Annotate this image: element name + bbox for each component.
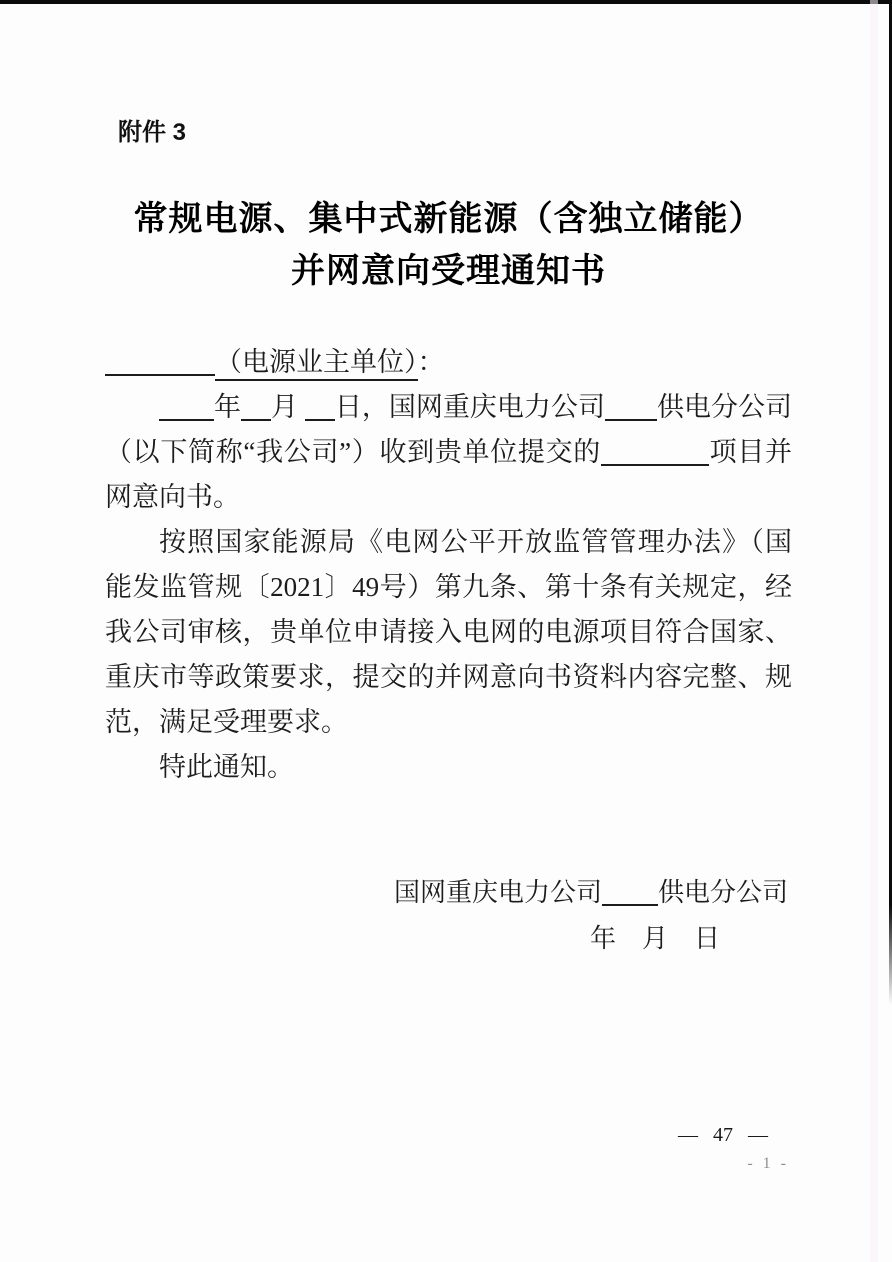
- text-run: 供电分公司（以下简称“我公司”）收到贵单位提交的: [105, 392, 793, 467]
- text-run: 国网重庆电力公司: [393, 878, 602, 907]
- closing-line: [105, 745, 792, 790]
- text-run: （电源业主单位）: [215, 347, 418, 381]
- text-run: 月: [271, 392, 305, 422]
- attachment-label: 附件 3: [118, 119, 187, 146]
- page-number-outer: — 47 —: [678, 1124, 768, 1146]
- fill-in-blank: [305, 392, 335, 421]
- text-run: 年: [214, 392, 242, 422]
- text-run: 按照国家能源局《电网公平开放监管管理办法》（国能发监管规〔2021〕49号）第九条、第十条有关规定，经我公司审核，贵单位申请接入电网的电源项目符合国家、重庆市等政策要求，提交的并网意向书资料内容完整、规范，满足受理要求。: [105, 527, 792, 737]
- document-title: [105, 194, 792, 298]
- fill-in-blank: [241, 392, 271, 421]
- text-run: 供电分公司: [657, 878, 788, 907]
- fill-in-blank: [605, 392, 657, 421]
- signature-company-line: [105, 870, 792, 916]
- paragraph-receipt: [105, 385, 792, 520]
- signature-date-line: 年 月 日: [589, 924, 720, 953]
- document-title-line2: 并网意向受理通知书: [291, 253, 606, 290]
- fill-in-blank: [602, 878, 658, 906]
- document-title-line1: 常规电源、集中式新能源（含独立储能）: [133, 201, 764, 238]
- scan-edge-shadow: [870, 0, 878, 1262]
- text-run: 日，国网重庆电力公司: [334, 392, 605, 422]
- text-run: ：: [417, 347, 445, 377]
- scan-edge-top: [0, 0, 892, 4]
- salutation-line: [105, 340, 792, 385]
- paragraph-review: [105, 520, 792, 745]
- page-number-inner: - 1 -: [747, 1155, 786, 1172]
- text-run: 特此通知。: [159, 752, 294, 782]
- fill-in-blank: [105, 347, 215, 376]
- fill-in-blank: [601, 437, 709, 466]
- text-run: 项目并网意向书。: [105, 437, 793, 512]
- fill-in-blank: [159, 392, 214, 421]
